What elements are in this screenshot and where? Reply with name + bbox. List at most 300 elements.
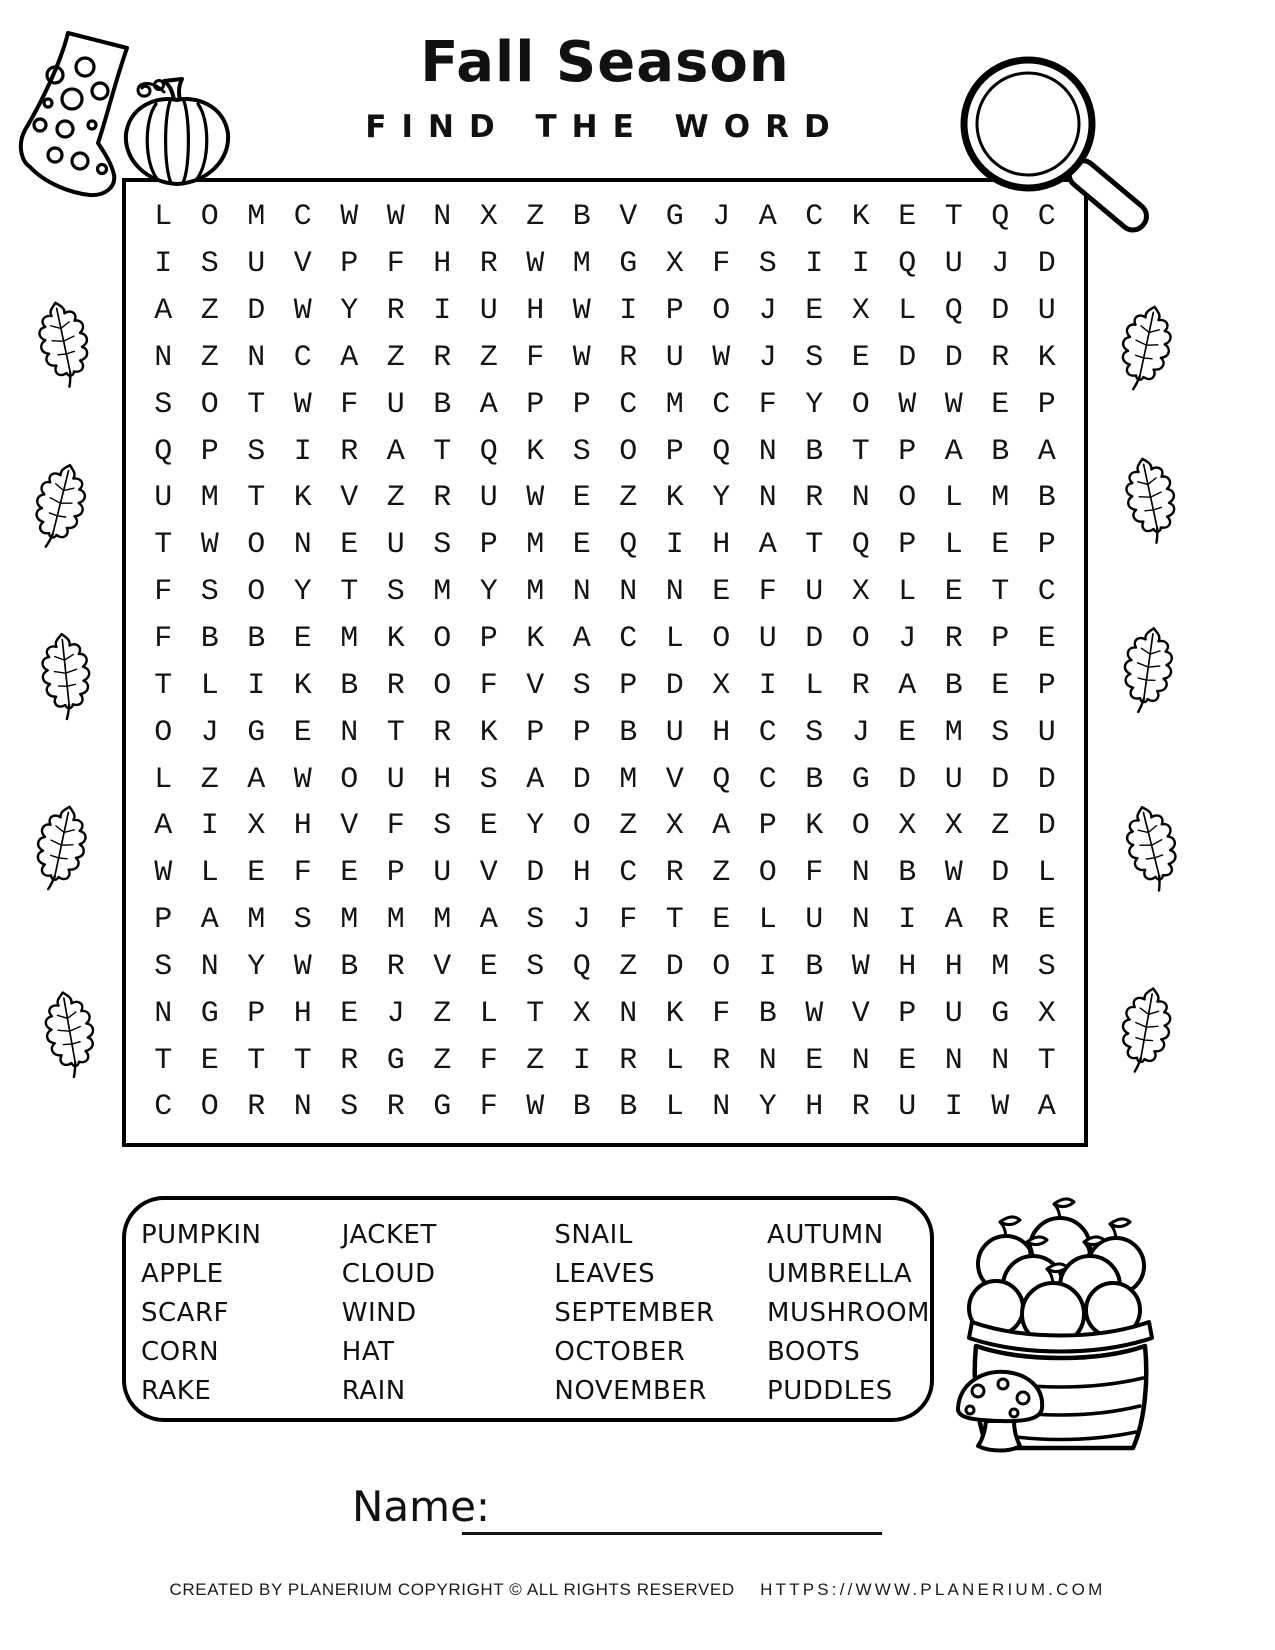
grid-letter: Y	[247, 949, 266, 984]
oak-leaf-icon	[42, 986, 98, 1080]
grid-letter: X	[665, 247, 684, 282]
grid-letter: M	[340, 622, 359, 657]
grid-letter: H	[898, 949, 917, 984]
grid-letter: M	[386, 903, 405, 938]
grid-letter: S	[572, 668, 591, 703]
name-input-line	[462, 1532, 882, 1535]
grid-letter: T	[433, 434, 452, 469]
grid-row	[140, 662, 1070, 709]
grid-letter: W	[712, 340, 731, 375]
grid-letter: P	[898, 528, 917, 563]
grid-letter: C	[154, 1090, 173, 1125]
grid-letter: F	[293, 856, 312, 891]
grid-letter: U	[433, 856, 452, 891]
grid-letter: R	[433, 481, 452, 516]
grid-letter: D	[898, 762, 917, 797]
grid-letter: N	[433, 200, 452, 235]
grid-letter: B	[619, 715, 638, 750]
grid-letter: P	[1037, 668, 1056, 703]
word-bank-word: RAIN	[341, 1376, 406, 1406]
grid-letter: C	[1037, 200, 1056, 235]
grid-letter: O	[433, 668, 452, 703]
grid-letter: G	[619, 247, 638, 282]
grid-letter: N	[851, 1043, 870, 1078]
grid-letter: H	[526, 294, 545, 329]
grid-letter: E	[805, 294, 824, 329]
grid-letter: O	[712, 294, 731, 329]
grid-letter: P	[526, 715, 545, 750]
grid-letter: E	[898, 715, 917, 750]
grid-letter: L	[665, 1090, 684, 1125]
grid-letter: S	[805, 340, 824, 375]
grid-letter: B	[898, 856, 917, 891]
grid-row	[140, 709, 1070, 756]
grid-letter: Q	[619, 528, 638, 563]
grid-letter: Z	[712, 856, 731, 891]
grid-letter: I	[805, 247, 824, 282]
grid-letter: Y	[712, 481, 731, 516]
grid-letter: I	[665, 528, 684, 563]
grid-letter: N	[572, 575, 591, 610]
grid-letter: T	[293, 1043, 312, 1078]
grid-letter: G	[247, 715, 266, 750]
grid-letter: N	[758, 481, 777, 516]
word-bank-word: WIND	[341, 1298, 417, 1328]
grid-letter: U	[1037, 294, 1056, 329]
grid-letter: C	[619, 622, 638, 657]
grid-letter: W	[526, 481, 545, 516]
grid-letter: X	[851, 575, 870, 610]
grid-letter: D	[991, 762, 1010, 797]
grid-letter: M	[433, 575, 452, 610]
grid-letter: S	[340, 1090, 359, 1125]
grid-letter: B	[805, 434, 824, 469]
grid-letter: L	[805, 668, 824, 703]
grid-letter: M	[340, 903, 359, 938]
grid-letter: K	[665, 996, 684, 1031]
grid-letter: G	[386, 1043, 405, 1078]
grid-letter: Y	[526, 809, 545, 844]
grid-letter: P	[247, 996, 266, 1031]
grid-letter: W	[293, 949, 312, 984]
grid-letter: M	[200, 481, 219, 516]
grid-letter: B	[247, 622, 266, 657]
grid-letter: T	[991, 575, 1010, 610]
grid-letter: J	[898, 622, 917, 657]
grid-letter: N	[712, 1090, 731, 1125]
grid-letter: T	[851, 434, 870, 469]
grid-letter: V	[526, 668, 545, 703]
grid-letter: A	[526, 762, 545, 797]
grid-letter: O	[898, 481, 917, 516]
grid-letter: S	[991, 715, 1010, 750]
grid-letter: U	[386, 762, 405, 797]
grid-letter: U	[386, 387, 405, 422]
grid-letter: B	[1037, 481, 1056, 516]
grid-letter: G	[665, 200, 684, 235]
grid-letter: U	[805, 575, 824, 610]
oak-leaf-icon	[1124, 800, 1180, 894]
grid-letter: I	[944, 1090, 963, 1125]
grid-letter: W	[851, 949, 870, 984]
grid-letter: C	[293, 200, 312, 235]
grid-letter: E	[340, 528, 359, 563]
page-subtitle: FIND THE WORD	[365, 109, 845, 145]
grid-letter: R	[619, 1043, 638, 1078]
grid-letter: Z	[619, 809, 638, 844]
grid-letter: A	[154, 809, 173, 844]
grid-letter: U	[247, 247, 266, 282]
grid-letter: H	[572, 856, 591, 891]
grid-letter: A	[944, 434, 963, 469]
oak-leaf-icon	[36, 296, 92, 390]
grid-letter: M	[991, 949, 1010, 984]
grid-letter: I	[619, 294, 638, 329]
grid-letter: O	[758, 856, 777, 891]
grid-letter: Q	[154, 434, 173, 469]
grid-letter: X	[479, 200, 498, 235]
grid-letter: Q	[712, 434, 731, 469]
oak-leaf-icon	[32, 458, 88, 552]
grid-letter: H	[433, 762, 452, 797]
grid-letter: A	[247, 762, 266, 797]
grid-letter: W	[154, 856, 173, 891]
grid-letter: D	[665, 949, 684, 984]
grid-letter: E	[898, 200, 917, 235]
grid-letter: I	[247, 668, 266, 703]
grid-letter: A	[154, 294, 173, 329]
grid-letter: K	[386, 622, 405, 657]
grid-letter: O	[200, 387, 219, 422]
grid-letter: T	[247, 387, 266, 422]
grid-letter: B	[200, 622, 219, 657]
grid-letter: R	[433, 340, 452, 375]
grid-letter: H	[944, 949, 963, 984]
grid-letter: Q	[479, 434, 498, 469]
grid-letter: N	[619, 996, 638, 1031]
grid-letter: S	[433, 528, 452, 563]
grid-letter: U	[898, 1090, 917, 1125]
grid-letter: R	[247, 1090, 266, 1125]
grid-letter: P	[898, 434, 917, 469]
grid-row	[140, 990, 1070, 1037]
grid-letter: B	[758, 996, 777, 1031]
grid-row	[140, 381, 1070, 428]
word-bank-word: HAT	[341, 1337, 395, 1367]
grid-letter: Q	[572, 949, 591, 984]
grid-letter: N	[758, 434, 777, 469]
grid-letter: M	[526, 528, 545, 563]
oak-leaf-icon	[1118, 982, 1174, 1076]
grid-letter: S	[154, 949, 173, 984]
grid-letter: W	[293, 387, 312, 422]
grid-letter: Z	[991, 809, 1010, 844]
grid-letter: D	[1037, 809, 1056, 844]
grid-letter: L	[758, 903, 777, 938]
grid-letter: D	[1037, 247, 1056, 282]
word-bank-word: PUDDLES	[767, 1376, 893, 1406]
grid-letter: E	[944, 575, 963, 610]
grid-letter: P	[572, 387, 591, 422]
grid-letter: F	[479, 1043, 498, 1078]
grid-letter: D	[665, 668, 684, 703]
grid-letter: J	[712, 200, 731, 235]
grid-letter: N	[293, 528, 312, 563]
grid-letter: M	[247, 903, 266, 938]
grid-row	[140, 850, 1070, 897]
word-bank-word: UMBRELLA	[767, 1259, 913, 1289]
grid-letter: Y	[293, 575, 312, 610]
grid-letter: I	[851, 247, 870, 282]
grid-letter: P	[572, 715, 591, 750]
oak-leaf-icon	[38, 628, 94, 722]
grid-letter: R	[851, 668, 870, 703]
word-bank-word: RAKE	[141, 1376, 212, 1406]
grid-letter: N	[200, 949, 219, 984]
word-bank-word: JACKET	[341, 1220, 437, 1250]
grid-letter: A	[944, 903, 963, 938]
word-bank-word: SNAIL	[554, 1220, 633, 1250]
grid-letter: N	[851, 903, 870, 938]
grid-letter: W	[805, 996, 824, 1031]
grid-letter: W	[386, 200, 405, 235]
grid-letter: W	[944, 856, 963, 891]
grid-letter: D	[991, 294, 1010, 329]
grid-letter: P	[340, 247, 359, 282]
grid-letter: D	[805, 622, 824, 657]
grid-row	[140, 428, 1070, 475]
grid-letter: B	[572, 1090, 591, 1125]
grid-row	[140, 944, 1070, 991]
grid-letter: E	[247, 856, 266, 891]
grid-letter: O	[433, 622, 452, 657]
grid-letter: T	[386, 715, 405, 750]
grid-letter: M	[619, 762, 638, 797]
grid-letter: O	[712, 622, 731, 657]
grid-letter: Z	[200, 340, 219, 375]
grid-letter: W	[944, 387, 963, 422]
grid-letter: A	[572, 622, 591, 657]
grid-letter: N	[665, 575, 684, 610]
grid-letter: Y	[479, 575, 498, 610]
grid-letter: Q	[851, 528, 870, 563]
grid-letter: L	[944, 528, 963, 563]
grid-letter: R	[479, 247, 498, 282]
grid-letter: R	[991, 340, 1010, 375]
grid-letter: A	[898, 668, 917, 703]
word-bank-word: CORN	[141, 1337, 220, 1367]
grid-letter: F	[386, 247, 405, 282]
grid-letter: W	[898, 387, 917, 422]
grid-letter: C	[758, 715, 777, 750]
grid-letter: R	[619, 340, 638, 375]
grid-letter: B	[991, 434, 1010, 469]
grid-letter: D	[1037, 762, 1056, 797]
grid-letter: T	[247, 481, 266, 516]
grid-letter: R	[340, 434, 359, 469]
grid-letter: O	[154, 715, 173, 750]
grid-letter: M	[526, 575, 545, 610]
grid-letter: N	[991, 1043, 1010, 1078]
word-bank-column	[767, 1216, 930, 1418]
grid-letter: S	[433, 809, 452, 844]
grid-letter: R	[386, 294, 405, 329]
grid-letter: W	[572, 340, 591, 375]
grid-letter: U	[154, 481, 173, 516]
grid-letter: A	[758, 528, 777, 563]
grid-letter: E	[1037, 903, 1056, 938]
grid-row	[140, 288, 1070, 335]
word-bank-word: NOVEMBER	[554, 1376, 707, 1406]
grid-letter: U	[479, 481, 498, 516]
grid-letter: E	[712, 575, 731, 610]
grid-letter: N	[851, 856, 870, 891]
grid-row	[140, 522, 1070, 569]
grid-row	[140, 803, 1070, 850]
grid-letter: U	[758, 622, 777, 657]
footer-url: HTTPS://WWW.PLANERIUM.COM	[760, 1580, 1106, 1599]
footer	[0, 1580, 1275, 1600]
grid-letter: E	[340, 996, 359, 1031]
grid-letter: P	[665, 294, 684, 329]
grid-letter: U	[1037, 715, 1056, 750]
grid-letter: I	[293, 434, 312, 469]
grid-letter: E	[712, 903, 731, 938]
grid-letter: V	[665, 762, 684, 797]
grid-letter: U	[479, 294, 498, 329]
grid-letter: I	[433, 294, 452, 329]
grid-letter: D	[898, 340, 917, 375]
grid-letter: I	[154, 247, 173, 282]
grid-letter: J	[758, 294, 777, 329]
grid-letter: W	[340, 200, 359, 235]
grid-letter: E	[805, 1043, 824, 1078]
grid-letter: J	[851, 715, 870, 750]
grid-letter: S	[758, 247, 777, 282]
word-bank-word: LEAVES	[554, 1259, 656, 1289]
grid-letter: W	[200, 528, 219, 563]
grid-letter: L	[1037, 856, 1056, 891]
grid-letter: P	[200, 434, 219, 469]
grid-letter: R	[386, 1090, 405, 1125]
grid-letter: U	[665, 340, 684, 375]
grid-row	[140, 1037, 1070, 1084]
grid-letter: I	[758, 949, 777, 984]
grid-letter: S	[479, 762, 498, 797]
grid-letter: P	[991, 622, 1010, 657]
oak-leaf-icon	[33, 800, 89, 894]
word-bank-word: OCTOBER	[554, 1337, 686, 1367]
grid-letter: D	[572, 762, 591, 797]
grid-letter: U	[386, 528, 405, 563]
grid-letter: S	[154, 387, 173, 422]
grid-letter: O	[851, 387, 870, 422]
grid-letter: V	[340, 481, 359, 516]
word-bank-word: CLOUD	[341, 1259, 436, 1289]
grid-letter: E	[479, 809, 498, 844]
grid-letter: X	[851, 294, 870, 329]
grid-letter: F	[479, 1090, 498, 1125]
grid-letter: P	[1037, 387, 1056, 422]
grid-letter: N	[758, 1043, 777, 1078]
grid-letter: V	[340, 809, 359, 844]
grid-letter: N	[154, 340, 173, 375]
grid-letter: C	[712, 387, 731, 422]
grid-letter: T	[1037, 1043, 1056, 1078]
grid-letter: R	[851, 1090, 870, 1125]
grid-letter: P	[154, 903, 173, 938]
grid-letter: Z	[433, 1043, 452, 1078]
grid-letter: O	[619, 434, 638, 469]
header	[122, 30, 1088, 145]
grid-letter: Q	[898, 247, 917, 282]
grid-letter: S	[805, 715, 824, 750]
grid-letter: M	[665, 387, 684, 422]
grid-letter: V	[293, 247, 312, 282]
grid-letter: S	[526, 903, 545, 938]
grid-letter: R	[991, 903, 1010, 938]
grid-letter: E	[479, 949, 498, 984]
grid-letter: B	[340, 668, 359, 703]
grid-letter: E	[851, 340, 870, 375]
grid-letter: Z	[526, 1043, 545, 1078]
grid-letter: A	[386, 434, 405, 469]
grid-letter: J	[200, 715, 219, 750]
grid-letter: R	[386, 668, 405, 703]
grid-letter: J	[572, 903, 591, 938]
grid-letter: G	[200, 996, 219, 1031]
grid-letter: F	[758, 387, 777, 422]
grid-letter: B	[805, 762, 824, 797]
word-bank-word: BOOTS	[767, 1337, 861, 1367]
grid-letter: F	[340, 387, 359, 422]
grid-letter: O	[851, 622, 870, 657]
grid-letter: Y	[758, 1090, 777, 1125]
grid-letter: F	[154, 575, 173, 610]
grid-letter: T	[154, 668, 173, 703]
grid-letter: S	[293, 903, 312, 938]
grid-letter: O	[712, 949, 731, 984]
grid-letter: L	[479, 996, 498, 1031]
grid-letter: B	[944, 668, 963, 703]
word-bank-word: SEPTEMBER	[554, 1298, 715, 1328]
grid-letter: L	[898, 294, 917, 329]
grid-letter: H	[712, 715, 731, 750]
grid-letter: Z	[386, 340, 405, 375]
grid-letter: T	[154, 528, 173, 563]
grid-letter: A	[479, 903, 498, 938]
grid-letter: N	[619, 575, 638, 610]
grid-letter: G	[433, 1090, 452, 1125]
grid-letter: S	[200, 247, 219, 282]
grid-letter: Y	[805, 387, 824, 422]
grid-letter: A	[1037, 434, 1056, 469]
grid-letter: X	[712, 668, 731, 703]
grid-letter: P	[526, 387, 545, 422]
grid-letter: B	[433, 387, 452, 422]
grid-letter: T	[944, 200, 963, 235]
grid-letter: L	[944, 481, 963, 516]
grid-letter: U	[944, 762, 963, 797]
grid-letter: L	[665, 1043, 684, 1078]
grid-letter: P	[619, 668, 638, 703]
footer-credit: CREATED BY PLANERIUM COPYRIGHT © ALL RIGHTS RESERVED	[169, 1580, 735, 1599]
grid-letter: K	[479, 715, 498, 750]
grid-letter: H	[433, 247, 452, 282]
grid-letter: F	[526, 340, 545, 375]
oak-leaf-icon	[1118, 300, 1174, 394]
grid-letter: F	[479, 668, 498, 703]
